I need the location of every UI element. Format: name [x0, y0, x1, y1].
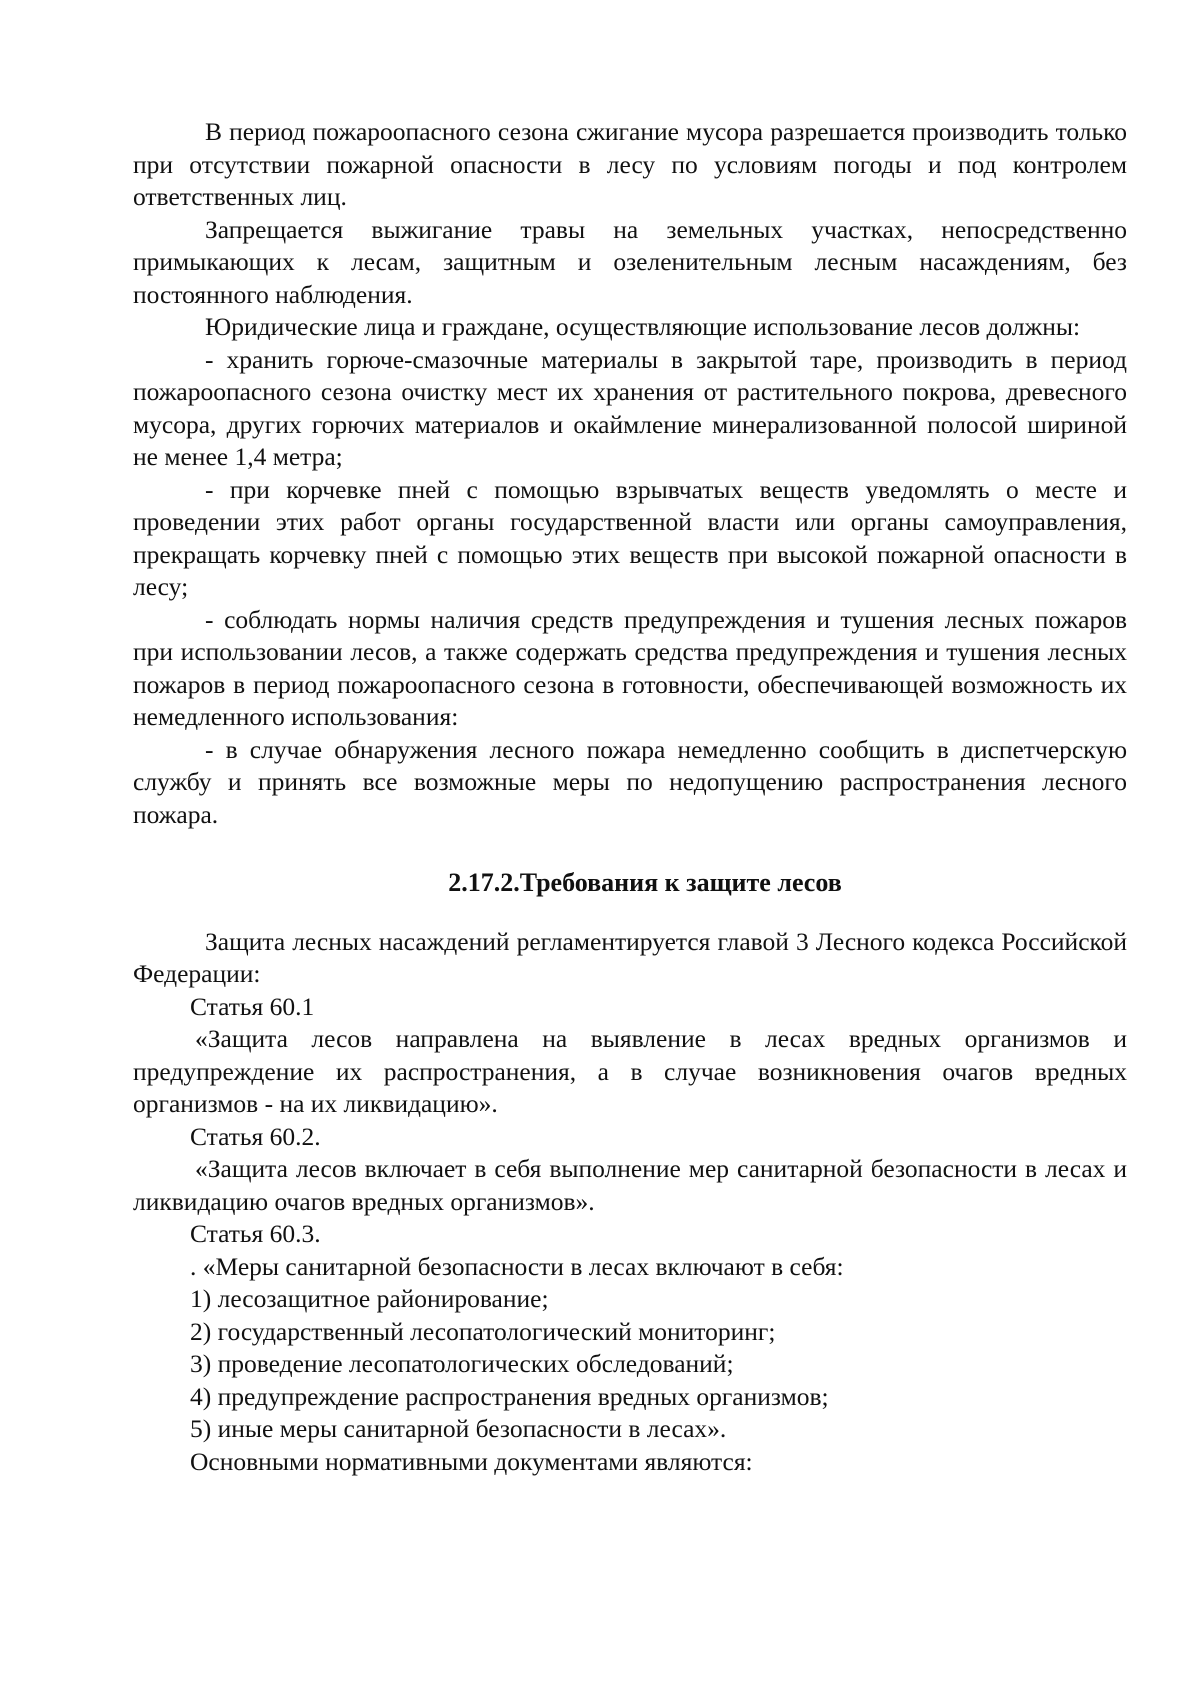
section-heading: 2.17.2.Требования к защите лесов	[448, 868, 842, 897]
paragraph-fire-report: - в случае обнаружения лесного пожара немедленно сообщить в диспетчерскую службу и принять все возможные меры по недопущению распространения лесного пожара.	[133, 734, 1127, 829]
measure-list-item: 5) иные меры санитарной безопасности в лесах».	[190, 1414, 727, 1443]
paragraph-obligations-intro: Юридические лица и граждане, осуществляющие использование лесов должны:	[205, 312, 1081, 341]
measure-list-item: 1) лесозащитное районирование;	[190, 1284, 549, 1313]
measure-list-item: 2) государственный лесопатологический мониторинг;	[190, 1316, 776, 1346]
article-60-3-label: Статья 60.3.	[190, 1219, 321, 1248]
measure-list-item: 4) предупреждение распространения вредных организмов;	[190, 1381, 829, 1411]
paragraph-stump-removal: - при корчевке пней с помощью взрывчатых веществ уведомлять о месте и проведении этих работ органы государственной власти или органы самоуправления, прекращать корчевку пней с помощью этих веществ при высокой пожарной опасности в лесу;	[133, 474, 1127, 601]
paragraph-fuel-storage: - хранить горюче-смазочные материалы в закрытой таре, производить в период пожароопасного сезона очистку мест их хранения от растительного покрова, древесного мусора, других горючих материалов и окаймление минерализованной полосой шириной не менее 1,4 метра;	[133, 344, 1127, 471]
article-60-3-lead: . «Меры санитарной безопасности в лесах включают в себя:	[190, 1251, 844, 1281]
paragraph-trash-burning: В период пожароопасного сезона сжигание мусора разрешается производить только при отсутствии пожарной опасности в лесу по условиям погоды и под контролем ответственных лиц.	[133, 117, 1127, 211]
paragraph-fire-equipment: - соблюдать нормы наличия средств предупреждения и тушения лесных пожаров при использовании лесов, а также содержать средства предупреждения и тушения лесных пожаров в период пожароопасного сезона в готовности, обеспечивающей возможность их немедленного использования:	[133, 604, 1127, 731]
paragraph-protection-intro: Защита лесных насаждений регламентируется главой 3 Лесного кодекса Российской Федерации:	[133, 926, 1127, 988]
article-60-1-label: Статья 60.1	[190, 991, 315, 1021]
article-60-1-text: «Защита лесов направлена на выявление в лесах вредных организмов и предупреждение их распространения, а в случае возникновения очагов вредных организмов - на их ликвидацию».	[133, 1024, 1127, 1118]
measure-list-item: 3) проведение лесопатологических обследований;	[190, 1349, 734, 1378]
article-60-2-text: «Защита лесов включает в себя выполнение мер санитарной безопасности в лесах и ликвидацию очагов вредных организмов».	[133, 1154, 1127, 1216]
article-60-2-label: Статья 60.2.	[190, 1121, 321, 1151]
paragraph-grass-burning: Запрещается выжигание травы на земельных участках, непосредственно примыкающих к лесам, защитным и озеленительным лесным насаждениям, без постоянного наблюдения.	[133, 214, 1127, 309]
document-page	[133, 116, 1127, 1478]
closing-line: Основными нормативными документами являются:	[190, 1446, 753, 1476]
